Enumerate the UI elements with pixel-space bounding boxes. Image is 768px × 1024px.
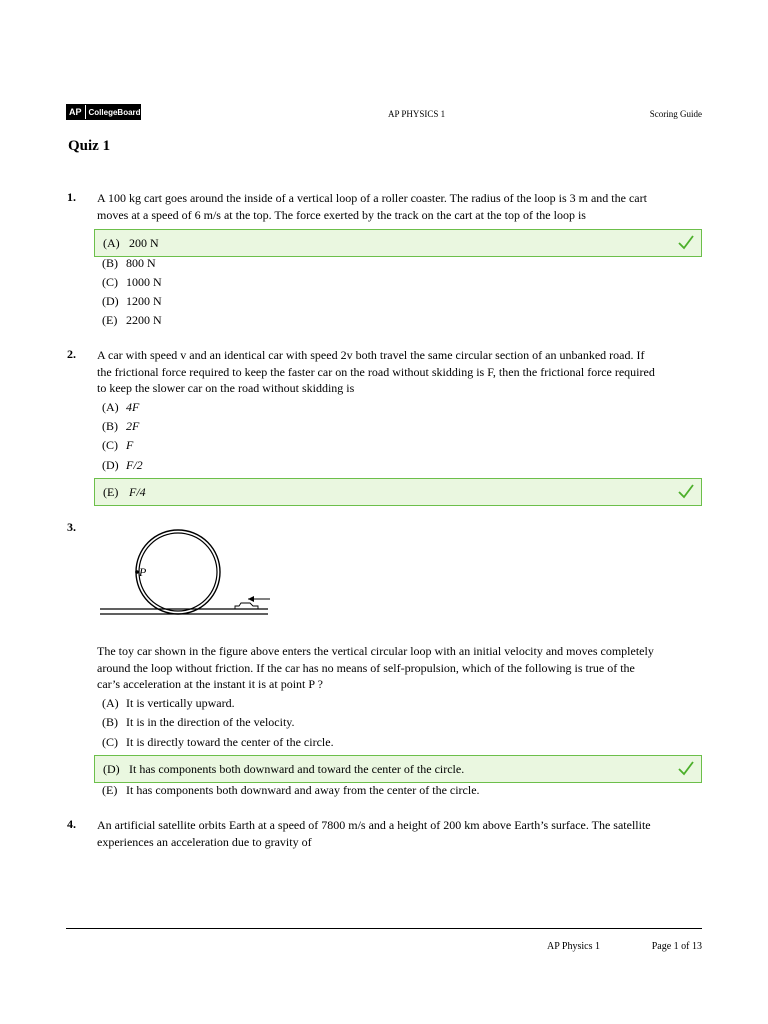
answer-option[interactable]	[96, 273, 162, 291]
point-p-label: P	[139, 565, 147, 579]
check-icon	[677, 234, 695, 250]
option-text: It is in the direction of the velocity.	[126, 714, 295, 729]
option-label: (D)	[103, 761, 120, 776]
option-text: F	[126, 437, 134, 452]
question-text-line: A 100 kg cart goes around the inside of a vertical loop of a roller coaster. The radius of the loop is 3 m and the cart	[97, 191, 647, 205]
answer-option-correct[interactable]	[94, 478, 702, 506]
ap-collegeboard-logo	[66, 104, 141, 120]
option-text: F/4	[129, 484, 146, 499]
question-text-line: the frictional force required to keep the faster car on the road without skidding is F, then the frictional force required	[97, 364, 655, 379]
option-label: (B)	[102, 255, 118, 270]
loop-figure	[98, 520, 270, 620]
answer-option[interactable]	[96, 292, 162, 310]
logo-cb-text: CollegeBoard	[88, 107, 141, 117]
option-label: (E)	[102, 312, 118, 327]
question-number: 4.	[67, 817, 76, 831]
question-number: 2.	[67, 347, 76, 361]
question-text-line: The toy car shown in the figure above enters the vertical circular loop with an initial velocity and moves completely	[97, 644, 654, 658]
answer-option[interactable]	[96, 694, 235, 712]
option-text: 800 N	[126, 255, 156, 270]
option-text: 200 N	[129, 235, 159, 250]
option-label: (E)	[103, 484, 119, 499]
question-text-line: car’s acceleration at the instant it is at point P ?	[97, 677, 323, 691]
answer-option[interactable]	[96, 713, 295, 731]
option-label: (A)	[102, 399, 119, 414]
option-label: (C)	[102, 734, 118, 749]
option-label: (A)	[103, 235, 120, 250]
answer-option[interactable]	[96, 254, 156, 272]
answer-option[interactable]	[96, 398, 139, 416]
page-title: Quiz 1	[68, 138, 111, 154]
option-text: It is directly toward the center of the circle.	[126, 734, 334, 749]
check-icon	[677, 483, 695, 499]
question-text-line: moves at a speed of 6 m/s at the top. The force exerted by the track on the cart at the top of the loop is	[97, 207, 586, 222]
option-label: (E)	[102, 782, 118, 797]
question-text	[97, 347, 707, 397]
option-label: (B)	[102, 714, 118, 729]
option-text: It has components both downward and away from the center of the circle.	[126, 782, 480, 797]
option-label: (D)	[102, 293, 119, 308]
question-text	[97, 190, 707, 223]
option-text: 1000 N	[126, 274, 162, 289]
footer-page-number: Page 1 of 13	[651, 941, 702, 952]
option-text: 1200 N	[126, 293, 162, 308]
option-label: (C)	[102, 274, 118, 289]
question-text-line: An artificial satellite orbits Earth at a speed of 7800 m/s and a height of 200 km above Earth’s surface. The satellite	[97, 818, 651, 832]
option-label: (D)	[102, 457, 119, 472]
question-text-line: around the loop without friction. If the car has no means of self-propulsion, which of the following is true of the	[97, 660, 635, 675]
header-section: Scoring Guide	[649, 109, 702, 119]
answer-option-correct[interactable]	[94, 755, 702, 783]
question-text-line: to keep the slower car on the road without skidding is	[97, 381, 355, 395]
header-course: AP PHYSICS 1	[388, 109, 446, 119]
logo-ap-text: AP	[66, 105, 86, 119]
option-text: 4F	[126, 399, 140, 414]
answer-option[interactable]	[96, 781, 480, 799]
question-text-line: A car with speed v and an identical car with speed 2v both travel the same circular section of an unbanked road. If	[97, 348, 645, 362]
question-number: 1.	[67, 190, 76, 204]
answer-option[interactable]	[96, 733, 334, 751]
question-text	[97, 817, 707, 850]
answer-option[interactable]	[96, 436, 133, 454]
option-text: It has components both downward and toward the center of the circle.	[129, 761, 465, 776]
option-label: (C)	[102, 437, 118, 452]
option-text: 2F	[126, 418, 140, 433]
question-text	[97, 643, 707, 693]
footer-divider	[66, 928, 702, 929]
answer-option[interactable]	[96, 456, 143, 474]
option-text: 2200 N	[126, 312, 162, 327]
question-text-line: experiences an acceleration due to gravity of	[97, 834, 312, 849]
option-text: F/2	[126, 457, 143, 472]
answer-option[interactable]	[96, 311, 162, 329]
option-label: (A)	[102, 695, 119, 710]
footer-course: AP Physics 1	[547, 941, 600, 952]
option-text: It is vertically upward.	[126, 695, 235, 710]
question-number: 3.	[67, 520, 76, 534]
option-label: (B)	[102, 418, 118, 433]
check-icon	[677, 760, 695, 776]
answer-option[interactable]	[96, 417, 139, 435]
answer-option-correct[interactable]	[94, 229, 702, 257]
